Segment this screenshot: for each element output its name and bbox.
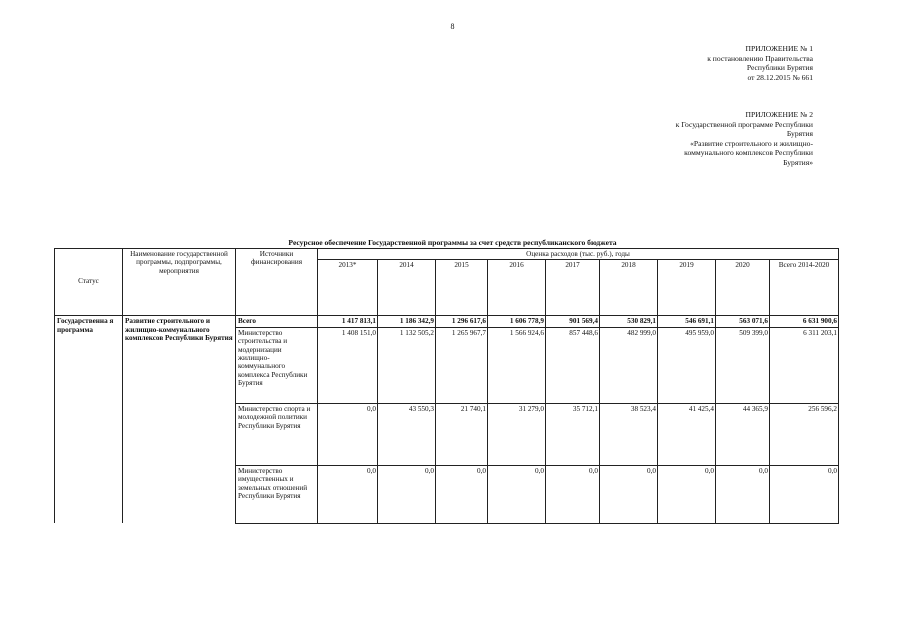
value-cell: 530 829,1	[600, 316, 658, 327]
value-cell: 38 523,4	[600, 403, 658, 465]
value-cell: 43 550,3	[378, 403, 436, 465]
annex-2-block	[623, 110, 813, 168]
value-cell: 0,0	[716, 465, 770, 523]
header-year: Всего 2014-2020	[770, 260, 839, 316]
value-cell: 21 740,1	[436, 403, 488, 465]
value-cell: 0,0	[488, 465, 546, 523]
value-cell: 1 186 342,9	[378, 316, 436, 327]
source-cell: Министерство строительства и модернизации жилищно-коммунального комплекса Республики Бурятия	[236, 327, 318, 403]
value-cell: 0,0	[378, 465, 436, 523]
value-cell: 482 999,0	[600, 327, 658, 403]
value-cell: 901 569,4	[546, 316, 600, 327]
annex-2-line: ПРИЛОЖЕНИЕ № 2	[745, 110, 813, 119]
page-number: 8	[450, 22, 455, 31]
annex-1-block	[707, 44, 813, 82]
value-cell: 44 365,9	[716, 403, 770, 465]
annex-1-line: ПРИЛОЖЕНИЕ № 1	[745, 44, 813, 53]
header-year: 2018	[600, 260, 658, 316]
annex-1-line: Республики Бурятия	[746, 63, 813, 73]
value-cell: 857 448,6	[546, 327, 600, 403]
value-cell: 1 417 813,1	[318, 316, 378, 327]
annex-2-line: «Развитие строительного и жилищно-	[690, 138, 813, 148]
header-year: 2020	[716, 260, 770, 316]
source-cell: Министерство имущественных и земельных отношений Республики Бурятия	[236, 465, 318, 523]
header-name: Наименование государственной программы, подпрограммы, мероприятия	[123, 249, 236, 316]
value-cell: 563 071,6	[716, 316, 770, 327]
value-cell: 509 399,0	[716, 327, 770, 403]
source-cell: Всего	[236, 316, 318, 327]
value-cell: 0,0	[318, 403, 378, 465]
value-cell: 0,0	[658, 465, 716, 523]
value-cell: 0,0	[436, 465, 488, 523]
program-name-cell: Развитие строительного и жилищно-коммунального комплексов Республики Бурятия	[123, 316, 236, 523]
annex-1-line: к постановлению Правительства	[707, 53, 813, 63]
table-row	[55, 316, 839, 327]
value-cell: 0,0	[318, 465, 378, 523]
resource-table	[54, 248, 839, 524]
annex-2-line: Бурятия»	[783, 157, 813, 167]
header-estimate: Оценка расходов (тыс. руб.), годы	[318, 249, 839, 260]
header-year: 2017	[546, 260, 600, 316]
annex-2-line: коммунального комплексов Республики	[684, 148, 813, 158]
value-cell: 546 691,1	[658, 316, 716, 327]
value-cell: 0,0	[770, 465, 839, 523]
value-cell: 495 959,0	[658, 327, 716, 403]
header-status: Статус	[55, 249, 123, 316]
value-cell: 1 606 778,9	[488, 316, 546, 327]
value-cell: 6 631 900,6	[770, 316, 839, 327]
value-cell: 1 132 505,2	[378, 327, 436, 403]
annex-1-line: от 28.12.2015 № 661	[747, 72, 813, 82]
value-cell: 0,0	[546, 465, 600, 523]
header-source: Источники финансирования	[236, 249, 318, 316]
value-cell: 1 296 617,6	[436, 316, 488, 327]
header-year: 2016	[488, 260, 546, 316]
value-cell: 41 425,4	[658, 403, 716, 465]
annex-2-line: к Государственной программе Республики	[675, 119, 813, 129]
value-cell: 1 566 924,6	[488, 327, 546, 403]
header-year: 2014	[378, 260, 436, 316]
value-cell: 1 408 151,0	[318, 327, 378, 403]
table-title: Ресурсное обеспечение Государственной программы за счет средств республиканского бюджета	[288, 238, 617, 247]
value-cell: 1 265 967,7	[436, 327, 488, 403]
status-cell: Государственна я программа	[55, 316, 123, 523]
header-year: 2019	[658, 260, 716, 316]
annex-2-line: Бурятия	[786, 129, 813, 139]
value-cell: 0,0	[600, 465, 658, 523]
source-cell: Министерство спорта и молодежной политики Республики Бурятия	[236, 403, 318, 465]
value-cell: 256 596,2	[770, 403, 839, 465]
header-year: 2015	[436, 260, 488, 316]
header-year: 2013*	[318, 260, 378, 316]
value-cell: 31 279,0	[488, 403, 546, 465]
value-cell: 6 311 203,1	[770, 327, 839, 403]
value-cell: 35 712,1	[546, 403, 600, 465]
